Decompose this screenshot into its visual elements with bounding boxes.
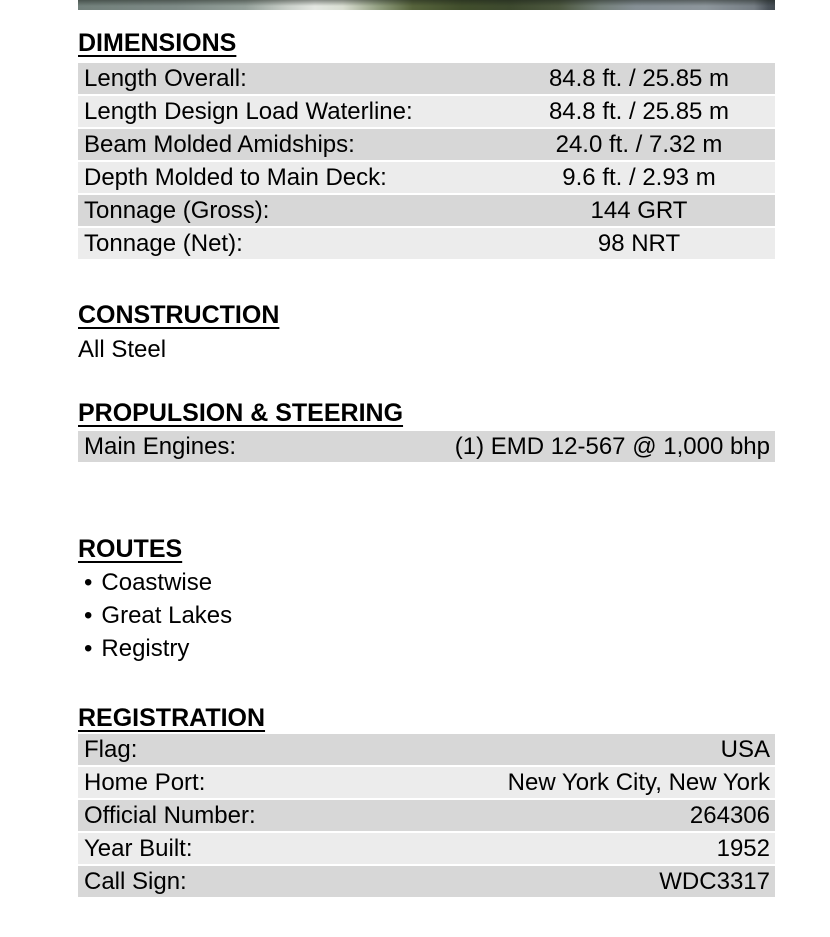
routes-heading: ROUTES	[78, 535, 183, 563]
row-value: 24.0 ft. / 7.32 m	[555, 131, 723, 158]
row-label: Year Built:	[84, 835, 193, 862]
row-label: Length Overall:	[84, 65, 247, 92]
row-value: 84.8 ft. / 25.85 m	[548, 65, 730, 92]
row-label: Main Engines:	[84, 433, 237, 460]
section-routes	[78, 536, 775, 665]
row-value: 264306	[689, 802, 770, 829]
row-label: Depth Molded to Main Deck:	[84, 164, 387, 191]
row-label: Beam Molded Amidships:	[84, 131, 355, 158]
registration-heading: REGISTRATION	[78, 704, 266, 732]
table-row	[78, 866, 775, 899]
row-label: Length Design Load Waterline:	[84, 98, 413, 125]
photo-bottom-edge	[78, 0, 775, 10]
table-row	[78, 431, 775, 464]
bullet-icon: •	[84, 635, 93, 662]
row-label: Home Port:	[84, 769, 206, 796]
registration-table	[78, 734, 775, 899]
construction-heading: CONSTRUCTION	[78, 301, 280, 329]
row-value: 9.6 ft. / 2.93 m	[562, 164, 716, 191]
section-construction	[78, 302, 775, 366]
list-item	[78, 599, 775, 632]
row-value: 144 GRT	[590, 197, 688, 224]
row-label: Official Number:	[84, 802, 256, 829]
bullet-icon: •	[84, 569, 93, 596]
section-registration	[78, 705, 775, 899]
route-label: Registry	[101, 635, 190, 662]
row-value: USA	[720, 736, 770, 763]
propulsion-table	[78, 431, 775, 464]
dimensions-table	[78, 63, 775, 261]
table-row	[78, 228, 775, 261]
row-label: Tonnage (Gross):	[84, 197, 270, 224]
routes-list	[78, 566, 775, 665]
table-row	[78, 195, 775, 228]
section-dimensions	[78, 30, 775, 261]
propulsion-heading: PROPULSION & STEERING	[78, 399, 404, 427]
row-value: 84.8 ft. / 25.85 m	[548, 98, 730, 125]
table-row	[78, 63, 775, 96]
row-label: Call Sign:	[84, 868, 187, 895]
row-label: Tonnage (Net):	[84, 230, 243, 257]
row-value: New York City, New York	[507, 769, 770, 796]
table-row	[78, 833, 775, 866]
row-value: 1952	[716, 835, 770, 862]
table-row	[78, 96, 775, 129]
row-label: Flag:	[84, 736, 138, 763]
row-value: 98 NRT	[597, 230, 681, 257]
list-item	[78, 632, 775, 665]
dimensions-heading: DIMENSIONS	[78, 29, 237, 57]
table-row	[78, 800, 775, 833]
section-propulsion	[78, 400, 775, 464]
route-label: Coastwise	[101, 569, 213, 596]
table-row	[78, 129, 775, 162]
table-row	[78, 767, 775, 800]
spec-sheet-page	[78, 30, 775, 899]
bullet-icon: •	[84, 602, 93, 629]
row-value: (1) EMD 12-567 @ 1,000 bhp	[454, 433, 770, 460]
table-row	[78, 162, 775, 195]
route-label: Great Lakes	[101, 602, 233, 629]
table-row	[78, 734, 775, 767]
list-item	[78, 566, 775, 599]
construction-text: All Steel	[78, 336, 167, 363]
row-value: WDC3317	[659, 868, 770, 895]
